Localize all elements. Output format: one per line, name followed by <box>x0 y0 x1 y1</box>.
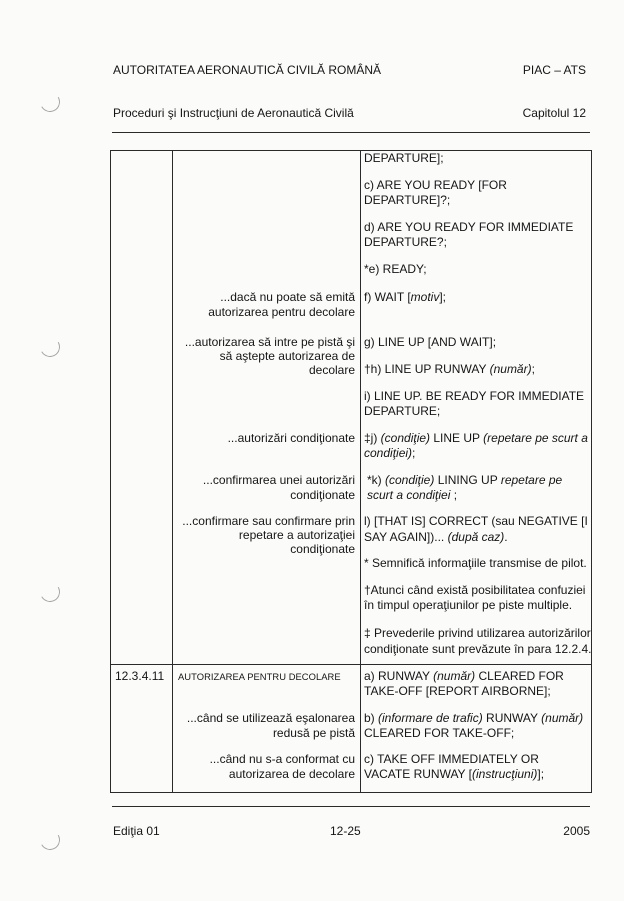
row-divider <box>110 664 592 665</box>
note-text: ‡ Prevederile privind utilizarea autorizărilor <box>364 626 591 640</box>
circumstance-f <box>150 290 355 320</box>
phraseology-text: DEPARTURE?; <box>364 234 447 249</box>
circumstance-text: ...când nu s-a conformat cu <box>209 751 355 766</box>
phraseology-text: ]; <box>439 289 447 304</box>
note-conditional-clearances <box>364 625 592 657</box>
phraseology-text: SAY AGAIN])... <box>364 530 448 544</box>
phraseology-variable: scurt a condiţiei <box>367 487 451 502</box>
phraseology-text: TAKE-OFF [REPORT AIRBORNE]; <box>364 683 551 698</box>
phrase-e <box>364 262 427 277</box>
phraseology-variable: (număr) <box>433 668 476 683</box>
phrase-b <box>364 711 583 741</box>
circumstance-text: autorizarea de decolare <box>228 766 355 781</box>
circumstance-l <box>150 514 355 556</box>
phraseology-text: l) [THAT IS] CORRECT (sau NEGATIVE [I <box>364 514 588 528</box>
punch-hole <box>38 580 62 604</box>
phraseology-text: RUNWAY <box>482 710 542 725</box>
phraseology-text: DEPARTURE]?; <box>364 192 451 207</box>
note-text: †Atunci când există posibilitatea confuziei <box>364 582 586 597</box>
phraseology-text: ]; <box>537 766 545 781</box>
phrase-j <box>364 431 588 461</box>
phraseology-text: DEPARTURE; <box>364 403 441 418</box>
phraseology-text: CLEARED FOR <box>475 668 564 683</box>
phraseology-variable: repetare pe <box>500 472 563 487</box>
phrase-k <box>367 473 562 503</box>
circumstance-g <box>150 335 355 377</box>
phraseology-text: LINE UP <box>430 430 484 445</box>
phraseology-variable: (după caz) <box>447 530 505 544</box>
note-multiple-runways <box>364 583 585 613</box>
phraseology-text: DEPARTURE]; <box>364 151 444 165</box>
circumstance-text: ...confirmare sau confirmare prin <box>182 514 355 528</box>
circumstance-text: ...confirmarea unei autorizări <box>202 472 355 487</box>
phraseology-text: c) ARE YOU READY [FOR <box>364 177 507 192</box>
column-divider <box>172 150 173 793</box>
phraseology-variable: condiţiei) <box>364 445 413 460</box>
phraseology-text: ‡j) <box>364 430 381 445</box>
page-number: 12-25 <box>330 824 361 838</box>
phraseology-variable: (instrucţiuni) <box>472 766 538 781</box>
circumstance-j <box>150 431 355 446</box>
phraseology-text: d) ARE YOU READY FOR IMMEDIATE <box>364 219 574 234</box>
circumstance-b <box>150 711 355 741</box>
column-divider <box>360 150 361 793</box>
phraseology-text: . <box>504 530 508 544</box>
phraseology-text: LINING UP <box>434 472 501 487</box>
punch-hole <box>38 828 62 852</box>
circumstance-text: redusă pe pistă <box>272 725 355 740</box>
phraseology-variable: (număr) <box>489 361 532 376</box>
circumstance-text: ...autorizări condiţionate <box>227 430 355 445</box>
circumstance-text: condiţionate <box>290 542 355 556</box>
circumstance-text: repetare a autorizaţiei <box>238 528 355 542</box>
note-text: în timpul operaţiunilor pe piste multiple. <box>364 597 573 612</box>
circumstance-k <box>150 473 355 503</box>
phraseology-text: †h) LINE UP RUNWAY <box>364 361 490 376</box>
phrase-h <box>364 362 535 377</box>
phraseology-text: *e) READY; <box>364 261 427 276</box>
note-text: condiţionate sunt prevăzute în para 12.2.4. <box>364 642 592 656</box>
circumstance-c <box>150 752 355 782</box>
header-rule <box>112 132 590 133</box>
punch-hole <box>38 335 62 359</box>
document-subtitle: Proceduri şi Instrucţiuni de Aeronautică Civilă <box>113 106 354 120</box>
phraseology-variable: (repetare pe scurt a <box>483 430 588 445</box>
section-title: AUTORIZAREA PENTRU DECOLARE <box>178 671 341 682</box>
phrase-d <box>364 220 573 250</box>
phraseology-text: g) LINE UP [AND WAIT]; <box>364 334 497 349</box>
circumstance-text: să aştepte autorizarea de <box>219 349 355 363</box>
phrase-c-takeoff <box>364 752 544 782</box>
phraseology-text: c) TAKE OFF IMMEDIATELY OR <box>364 751 539 766</box>
phraseology-text: CLEARED FOR TAKE-OFF; <box>364 725 515 740</box>
circumstance-text: ...când se utilizează eşalonarea <box>186 710 355 725</box>
phrase-a <box>364 669 564 699</box>
phraseology-variable: motiv <box>410 289 440 304</box>
circumstance-text: ...autorizarea să intre pe pistă şi <box>184 335 355 349</box>
phrase-b-continued <box>364 151 444 166</box>
phraseology-text: b) <box>364 710 379 725</box>
document-code: PIAC – ATS <box>522 63 586 77</box>
phraseology-variable: (condiţie) <box>380 430 431 445</box>
phraseology-variable: (număr) <box>541 710 584 725</box>
chapter-label: Capitolul 12 <box>522 106 586 120</box>
phrase-c <box>364 178 507 208</box>
circumstance-text: ...dacă nu poate să emită <box>220 289 355 304</box>
phrase-l <box>364 513 588 545</box>
phraseology-variable: (condiţie) <box>385 472 435 487</box>
circumstance-text: autorizarea pentru decolare <box>208 304 355 319</box>
phraseology-text: ; <box>450 487 458 502</box>
phraseology-text: ; <box>531 361 535 376</box>
section-number: 12.3.4.11 <box>115 668 165 683</box>
phrase-g <box>364 335 496 350</box>
phraseology-text: i) LINE UP. BE READY FOR IMMEDIATE <box>364 388 585 403</box>
phrase-f <box>364 290 446 305</box>
phraseology-text: *k) <box>367 472 385 487</box>
phraseology-text: VACATE RUNWAY [ <box>364 766 473 781</box>
phraseology-text: f) WAIT [ <box>364 289 411 304</box>
year-label: 2005 <box>563 824 590 838</box>
phrase-i <box>364 389 584 419</box>
punch-hole <box>38 90 62 114</box>
phraseology-variable: (informare de trafic) <box>378 710 483 725</box>
edition-label: Ediţia 01 <box>113 824 160 838</box>
organization-name: AUTORITATEA AERONAUTICĂ CIVILĂ ROMÂNĂ <box>113 63 382 77</box>
phraseology-text: ; <box>412 445 416 460</box>
phraseology-text: a) RUNWAY <box>364 668 434 683</box>
footer-rule <box>112 806 590 807</box>
note-pilot: * Semnifică informaţiile transmise de pilot. <box>364 555 587 570</box>
circumstance-text: decolare <box>308 363 355 377</box>
circumstance-text: condiţionate <box>290 487 355 502</box>
